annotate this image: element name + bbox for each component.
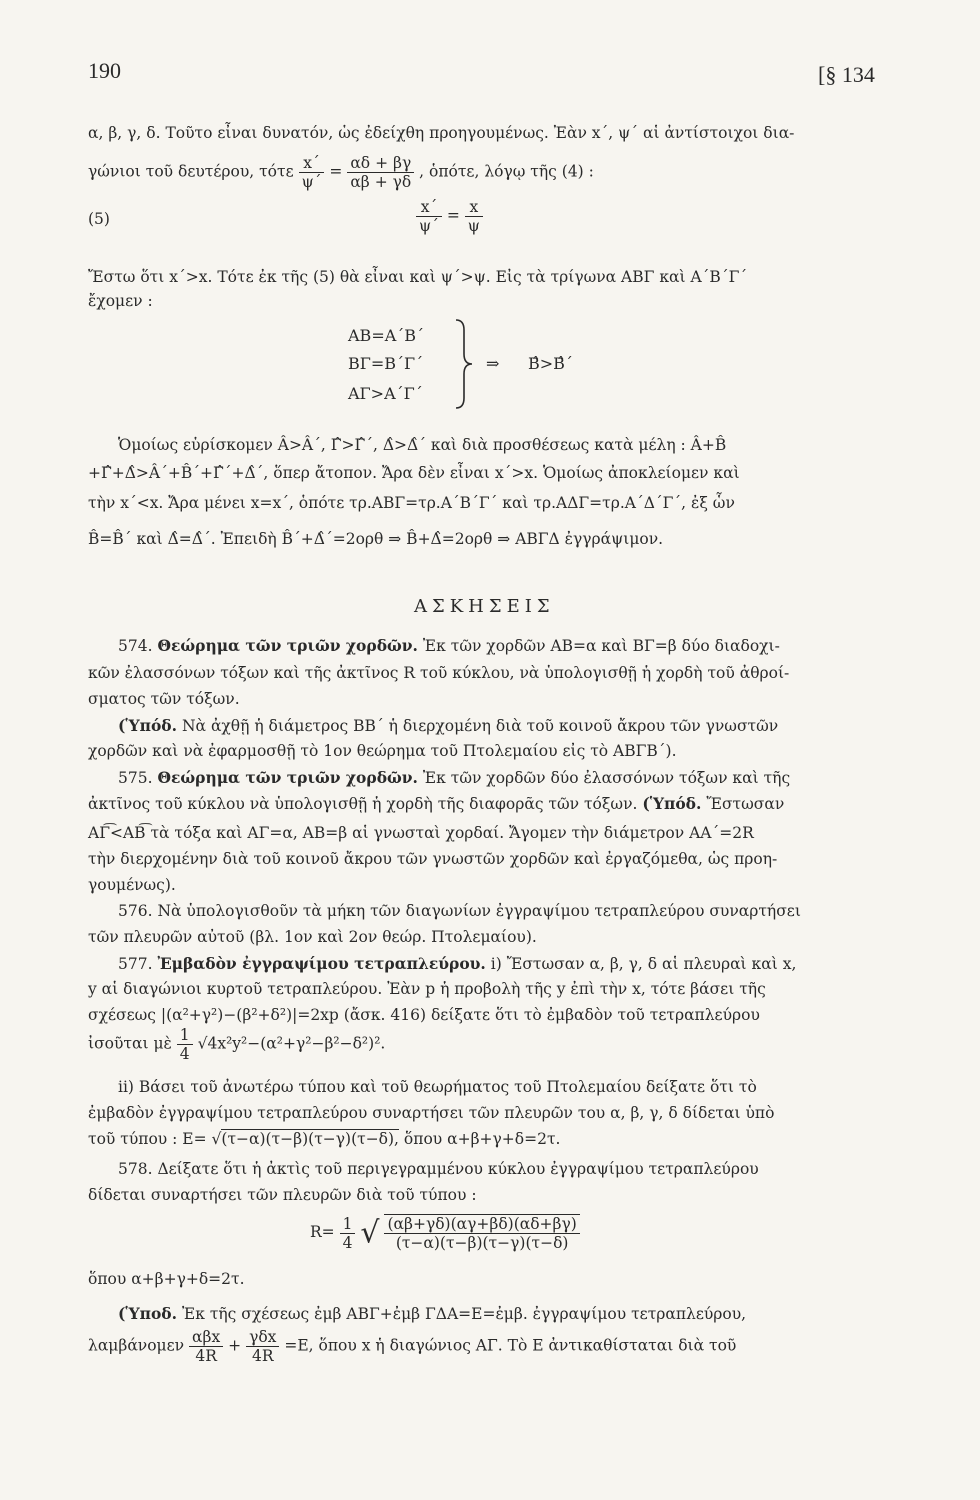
hint-line-2 — [88, 1328, 736, 1365]
circumradius-formula — [310, 1214, 580, 1252]
hint-fraction-2 — [246, 1328, 279, 1365]
exercise-574-line-2: κῶν ἐλασσόνων τόξων καὶ τῆς ἀκτῖνος R τοῦ κύκλου, νὰ ὑπολογισθῇ ἡ χορδὴ τοῦ ἀθροί- — [88, 664, 790, 682]
exercise-577-text: i) Ἔστωσαν α, β, γ, δ αἱ πλευραὶ καὶ x, — [490, 955, 797, 973]
exercise-578-line-2: δίδεται συναρτήσει τῶν πλευρῶν διὰ τοῦ τύπου : — [88, 1186, 477, 1204]
exercise-574-hint-text: Νὰ ἀχθῇ ἡ διάμετρος ΒΒ΄ ἡ διερχομένη διὰ τοῦ κοινοῦ ἄκρου τῶν γνωστῶν — [181, 717, 779, 735]
exercise-574-number: 574. — [118, 637, 153, 655]
exercise-577-line-1 — [118, 954, 796, 973]
sides-fraction — [347, 154, 414, 191]
intro-line-2-start: γώνιοι τοῦ δευτέρου, τότε — [88, 162, 294, 181]
exercise-575-text: Ἐκ τῶν χορδῶν δύο ἐλασσόνων τόξων καὶ τῆς — [422, 769, 791, 787]
exercises-heading: ΑΣΚΗΣΕΙΣ — [414, 596, 555, 617]
eq5-left-fraction — [416, 198, 442, 235]
ratio-numerator: x΄ — [299, 154, 325, 173]
exercise-575-line-5: γουμένως). — [88, 876, 176, 894]
hint-fraction-1-denominator: 4R — [195, 1347, 217, 1365]
circumradius-radicand — [384, 1214, 579, 1252]
para2-line-2: +Γ̂+Δ̂>Â΄+B̂΄+Γ̂΄+Δ̂΄, ὅπερ ἄτοπον. Ἄρα δὲν εἶναι x΄>x. Ὁμοίως ἀποκλείομεν καὶ — [88, 464, 740, 482]
sqrt-sign-icon: √ — [211, 1130, 222, 1148]
exercise-578-line-1: 578. Δείξατε ὅτι ἡ ἀκτὶς τοῦ περιγεγραμμένου κύκλου ἐγγραψίμου τετραπλεύρου — [118, 1160, 759, 1178]
hint-text: Ἐκ τῆς σχέσεως ἐμβ ΑΒΓ+ἐμβ ΓΔΑ=Ε=ἐμβ. ἐγγραψίμου τετραπλεύρου, — [181, 1305, 747, 1323]
eq5-equals: = — [446, 206, 460, 225]
system-result: Β̂>Β̂΄ — [528, 354, 573, 373]
exercise-577-ii-line-3-start: τοῦ τύπου : E= — [88, 1130, 207, 1148]
equation-5 — [416, 198, 483, 235]
heron-radicand: (τ−α)(τ−β)(τ−γ)(τ−δ), — [221, 1130, 399, 1148]
sides-numerator: αδ + βγ — [347, 154, 414, 173]
eq5-left-denominator: ψ΄ — [419, 217, 439, 235]
hint-line-2-end: =Ε, ὅπου x ἡ διαγώνιος ΑΓ. Τὸ Ε ἀντικαθίσταται διὰ τοῦ — [284, 1336, 737, 1355]
exercise-575-line-4: τὴν διερχομένην διὰ τοῦ κοινοῦ ἄκρου τῶν γνωστῶν χορδῶν καὶ ἐργαζόμεθα, ὡς προη- — [88, 850, 778, 868]
hint-fraction-1-numerator: αβx — [189, 1328, 223, 1347]
hint-line-2-start: λαμβάνομεν — [88, 1336, 185, 1355]
exercise-575-line-2 — [88, 794, 784, 813]
exercise-577-line-2: y αἱ διαγώνιοι κυρτοῦ τετραπλεύρου. Ἐὰν p ἡ προβολὴ τῆς y ἐπὶ τὴν x, τότε βάσει τῆς — [88, 980, 766, 998]
eq5-left-numerator: x΄ — [416, 198, 442, 217]
ratio-fraction — [299, 154, 325, 191]
exercise-574-hint-line-1 — [118, 716, 778, 735]
quarter-numerator: 1 — [177, 1026, 193, 1045]
exercise-576-line-2: τῶν πλευρῶν αὐτοῦ (βλ. 1ον καὶ 2ον θεώρ. Πτολεμαίου). — [88, 928, 537, 946]
para2-line-3: τὴν x΄<x. Ἄρα μένει x=x΄, ὁπότε τρ.ΑΒΓ=τρ.Α΄Β΄Γ΄ καὶ τρ.ΑΔΓ=τρ.Α΄Δ΄Γ΄, ἐξ ὧν — [88, 494, 735, 512]
intro-line-3: Ἔστω ὅτι x΄>x. Τότε ἐκ τῆς (5) θὰ εἶναι καὶ ψ΄>ψ. Εἰς τὰ τρίγωνα ΑΒΓ καὶ Α΄Β΄Γ΄ — [88, 268, 748, 286]
eq5-right-denominator: ψ — [467, 217, 480, 235]
exercise-577-line-4-start: ἰσοῦται μὲ — [88, 1034, 172, 1053]
exercise-575-hint-start: Ἔστωσαν — [706, 795, 785, 813]
hint-line-1 — [118, 1304, 746, 1323]
intro-line-2 — [88, 154, 594, 191]
intro-line-4: ἔχομεν : — [88, 292, 153, 310]
exercise-577-ii-line-3-end: ὅπου α+β+γ+δ=2τ. — [403, 1130, 561, 1148]
ratio-denominator: ψ΄ — [301, 173, 322, 191]
exercise-577-line-3: σχέσεως |(α²+γ²)−(β²+δ²)|=2xp (ἄσκ. 416) δείξατε ὅτι τὸ ἐμβαδὸν τοῦ τετραπλεύρου — [88, 1006, 760, 1024]
exercise-575-title: Θεώρημα τῶν τριῶν χορδῶν. — [157, 768, 418, 787]
exercise-577-title: Ἐμβαδὸν ἐγγραψίμου τετραπλεύρου. — [157, 954, 486, 973]
hint-plus: + — [228, 1336, 242, 1355]
exercise-575-hint-label: (Ὑπόδ. — [642, 794, 702, 813]
equation-5-label: (5) — [88, 210, 110, 228]
exercise-575-line-2-text: ἀκτῖνος τοῦ κύκλου νὰ ὑπολογισθῇ ἡ χορδὴ τῆς διαφορᾶς τῶν τόξων. — [88, 795, 638, 813]
system-row-3: ΑΓ>Α΄Γ΄ — [348, 384, 423, 403]
hint-label: (Ὑποδ. — [118, 1304, 178, 1323]
page-number: 190 — [88, 58, 121, 83]
circumradius-quarter-denominator: 4 — [342, 1233, 353, 1252]
exercise-575-line-3: ΑΓ͡<ΑΒ͡ τὰ τόξα καὶ ΑΓ=α, ΑΒ=β αἱ γνωσταὶ χορδαί. Ἄγομεν τὴν διάμετρον ΑΑ΄=2R — [88, 824, 754, 842]
exercise-577-ii-line-3 — [88, 1130, 560, 1148]
exercise-577-ii-line-1: ii) Βάσει τοῦ ἀνωτέρω τύπου καὶ τοῦ θεωρήματος τοῦ Πτολεμαίου δείξατε ὅτι τὸ — [118, 1078, 757, 1096]
section-reference: [§ 134 — [818, 62, 875, 87]
exercise-575-line-1 — [118, 768, 790, 787]
exercise-574-title: Θεώρημα τῶν τριῶν χορδῶν. — [157, 636, 418, 655]
para2-line-1: Ὁμοίως εὑρίσκομεν Â>Â΄, Γ̂>Γ̂΄, Δ̂>Δ̂΄ καὶ διὰ προσθέσεως κατὰ μέλη : Â+B̂ — [118, 436, 727, 454]
exercise-576-line-1: 576. Νὰ ὑπολογισθοῦν τὰ μήκη τῶν διαγωνίων ἐγγραψίμου τετραπλεύρου συναρτήσει — [118, 902, 801, 920]
exercise-578-line-3: ὅπου α+β+γ+δ=2τ. — [88, 1270, 245, 1288]
exercise-574-hint-line-2: χορδῶν καὶ νὰ ἐφαρμοσθῇ τὸ 1ον θεώρημα τοῦ Πτολεμαίου εἰς τὸ ΑΒΓΒ΄). — [88, 742, 677, 760]
hint-fraction-1 — [189, 1328, 223, 1365]
exercise-575-number: 575. — [118, 769, 153, 787]
exercise-574-line-1 — [118, 636, 780, 655]
sides-denominator: αβ + γδ — [350, 173, 412, 191]
big-sqrt-icon: √ — [360, 1215, 380, 1251]
hint-fraction-2-denominator: 4R — [251, 1347, 274, 1365]
circumradius-quarter-numerator: 1 — [340, 1215, 356, 1234]
brace-icon — [452, 318, 476, 410]
exercise-574-text: Ἐκ τῶν χορδῶν ΑΒ=α καὶ ΒΓ=β δύο διαδοχι- — [422, 637, 780, 655]
hint-fraction-2-numerator: γδx — [246, 1328, 279, 1347]
circumradius-radicand-numerator: (αβ+γδ)(αγ+βδ)(αδ+βγ) — [384, 1215, 579, 1234]
circumradius-symbol: R= — [310, 1223, 335, 1241]
exercise-574-hint-label: (Ὑπόδ. — [118, 716, 178, 735]
para2-line-4: B̂=B̂΄ καὶ Δ̂=Δ̂΄. Ἐπειδὴ B̂΄+Δ̂΄=2ορθ ⇒ B̂+Δ̂=2ορθ ⇒ ΑΒΓΔ ἐγγράψιμον. — [88, 530, 664, 548]
exercise-577-number: 577. — [118, 955, 153, 973]
exercise-574-line-3: σματος τῶν τόξων. — [88, 690, 240, 708]
eq5-right-numerator: x — [465, 198, 483, 217]
implies-arrow: ⇒ — [486, 354, 500, 373]
circumradius-quarter — [340, 1215, 356, 1252]
exercise-577-ii-line-2: ἐμβαδὸν ἐγγραψίμου τετραπλεύρου συναρτήσει τῶν πλευρῶν του α, β, γ, δ δίδεται ὑπὸ — [88, 1104, 775, 1122]
system-row-2: ΒΓ=Β΄Γ΄ — [348, 354, 424, 373]
intro-line-1: α, β, γ, δ. Τοῦτο εἶναι δυνατόν, ὡς ἐδείχθη προηγουμένως. Ἐὰν x΄, ψ΄ αἱ ἀντίστοιχοι δια- — [88, 124, 795, 142]
exercise-577-line-4 — [88, 1026, 385, 1063]
quarter-denominator: 4 — [179, 1045, 190, 1063]
system-row-1: ΑΒ=Α΄Β΄ — [348, 326, 425, 345]
quarter-fraction — [177, 1026, 193, 1063]
circumradius-radicand-denominator: (τ−α)(τ−β)(τ−γ)(τ−δ) — [395, 1234, 569, 1252]
intro-line-2-end: , ὁπότε, λόγῳ τῆς (4) : — [419, 162, 594, 181]
area-formula: √4x²y²−(α²+γ²−β²−δ²)². — [197, 1034, 386, 1053]
equals-sign: = — [329, 162, 343, 181]
eq5-right-fraction — [465, 198, 483, 235]
